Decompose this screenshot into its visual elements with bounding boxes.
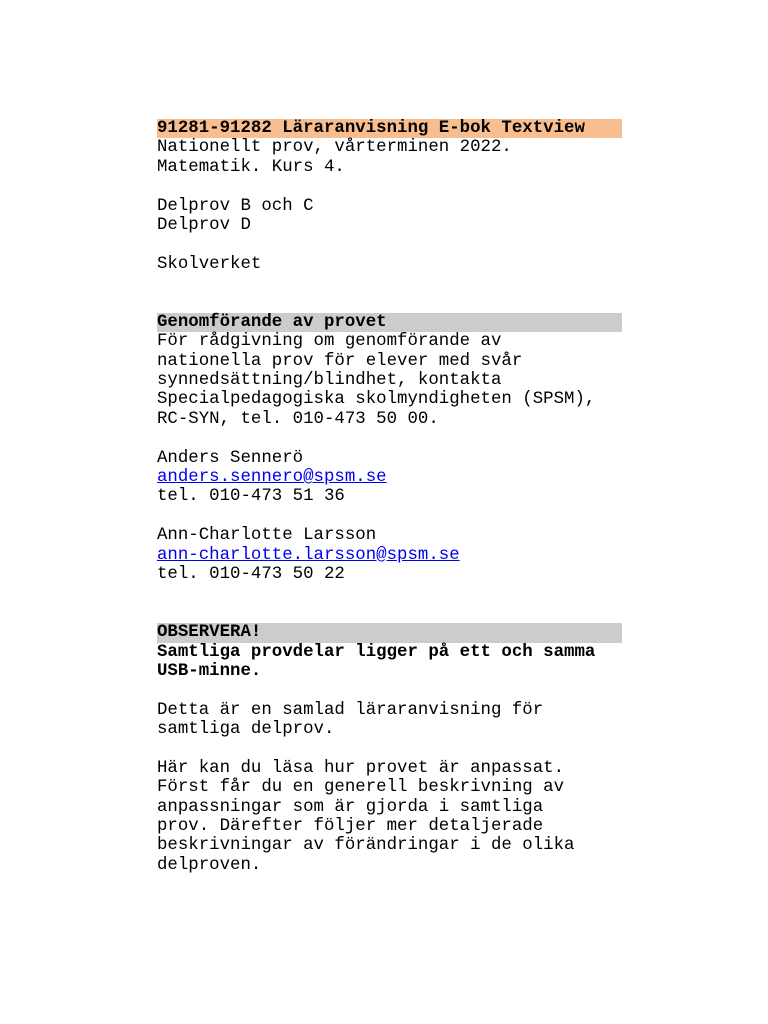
part-line: Delprov D [157, 215, 251, 235]
spacer [157, 507, 622, 526]
spacer [157, 177, 622, 196]
spacer [157, 584, 622, 603]
body-line: prov. Därefter följer mer detaljerade [157, 817, 544, 837]
contact-email-link[interactable]: ann-charlotte.larsson@spsm.se [157, 545, 460, 565]
contact-phone: tel. 010-473 50 22 [157, 564, 345, 584]
publisher-line: Skolverket [157, 254, 262, 274]
spacer [157, 604, 622, 623]
notice-line: USB-minne. [157, 661, 262, 681]
part-line: Delprov B och C [157, 196, 314, 216]
body-line: anpassningar som är gjorda i samtliga [157, 797, 544, 817]
spacer [157, 740, 622, 759]
body-line: För rådgivning om genomförande av [157, 332, 502, 352]
document-title-heading: 91281-91282 Läraranvisning E-bok Textview [157, 119, 622, 138]
spacer [157, 681, 622, 700]
body-line: Först får du en generell beskrivning av [157, 778, 565, 798]
body-line: Här kan du läsa hur provet är anpassat. [157, 758, 565, 778]
spacer [157, 274, 622, 293]
body-line: Detta är en samlad läraranvisning för [157, 700, 544, 720]
spacer [157, 235, 622, 254]
document-page [157, 119, 622, 875]
body-line: RC-SYN, tel. 010-473 50 00. [157, 409, 439, 429]
contact-email-link[interactable]: anders.sennero@spsm.se [157, 468, 387, 488]
body-line: samtliga delprov. [157, 720, 335, 740]
subject-line: Matematik. Kurs 4. [157, 157, 345, 177]
exam-period-line: Nationellt prov, vårterminen 2022. [157, 138, 512, 158]
section-heading-genomforande: Genomförande av provet [157, 313, 622, 332]
contact-email-line [157, 468, 622, 487]
body-line: nationella prov för elever med svår [157, 351, 523, 371]
contact-name: Anders Sennerö [157, 448, 304, 468]
section-heading-observera: OBSERVERA! [157, 623, 622, 642]
contact-phone: tel. 010-473 51 36 [157, 487, 345, 507]
body-line: Specialpedagogiska skolmyndigheten (SPSM), [157, 390, 596, 410]
contact-email-line [157, 546, 622, 565]
body-line: synnedsättning/blindhet, kontakta [157, 371, 502, 391]
contact-name: Ann-Charlotte Larsson [157, 526, 377, 546]
spacer [157, 294, 622, 313]
spacer [157, 429, 622, 448]
body-line: delproven. [157, 855, 262, 875]
body-line: beskrivningar av förändringar i de olika [157, 836, 575, 856]
notice-line: Samtliga provdelar ligger på ett och samma [157, 642, 596, 662]
